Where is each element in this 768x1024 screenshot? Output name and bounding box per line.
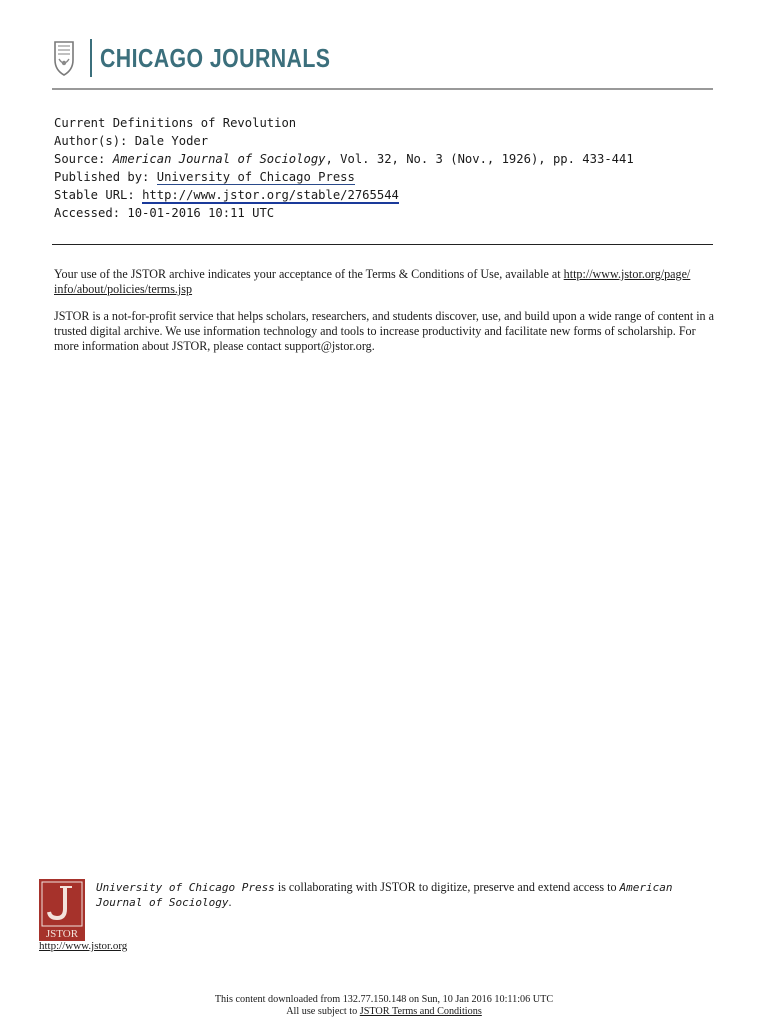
logo-divider — [90, 39, 92, 77]
source-journal: American Journal of Sociology — [112, 152, 326, 166]
author-name: Dale Yoder — [134, 134, 209, 148]
collab-end: . — [228, 895, 232, 909]
download-line2 — [0, 1006, 768, 1018]
logo-text: CHICAGO JOURNALS — [100, 42, 331, 73]
author-line — [54, 132, 634, 150]
publisher-link[interactable]: University of Chicago Press — [156, 170, 355, 184]
jstor-terms-link[interactable]: JSTOR Terms and Conditions — [359, 1006, 482, 1017]
about-jstor-paragraph: JSTOR is a not-for-profit service that helps scholars, researchers, and students discover, use, and build upon a wide range of content in a trusted digital archive. We use information technology and tools to increase productivity and facilitate new forms of scholarship. For more information about JSTOR, please contact support@jstor.org. — [54, 309, 714, 353]
stable-url-line — [54, 186, 634, 204]
download-line1: This content downloaded from 132.77.150.148 on Sun, 10 Jan 2016 10:11:06 UTC — [214, 994, 554, 1005]
source-label: Source: — [54, 152, 113, 166]
terms-text: Your use of the JSTOR archive indicates your acceptance of the Terms & Conditions of Use, available at — [54, 267, 564, 281]
jstor-logo-icon[interactable] — [39, 879, 85, 941]
jstor-url-link[interactable]: http://www.jstor.org — [39, 940, 128, 952]
section-rule — [52, 244, 713, 245]
article-title: Current Definitions of Revolution — [54, 116, 297, 130]
collab-middle: is collaborating with JSTOR to digitize, preserve and extend access to — [274, 880, 620, 894]
header-rule — [52, 88, 713, 90]
download-line2-prefix: All use subject to — [286, 1006, 360, 1017]
jstor-logo-text: JSTOR — [45, 928, 79, 940]
accessed-line: Accessed: 10-01-2016 10:11 UTC — [54, 206, 275, 220]
download-notice — [0, 994, 768, 1018]
stable-url-link[interactable]: http://www.jstor.org/stable/2765544 — [142, 188, 399, 202]
collab-publisher: University of Chicago Press — [96, 881, 275, 894]
author-label: Author(s): — [54, 134, 135, 148]
terms-paragraph — [54, 267, 718, 297]
source-details: , Vol. 32, No. 3 (Nov., 1926), pp. 433-441 — [325, 152, 634, 166]
collaboration-statement — [96, 880, 706, 910]
citation-block — [54, 114, 634, 222]
publisher-label: Published by: — [54, 170, 157, 184]
collab-journal: American Journal of Sociology — [96, 881, 673, 909]
jstor-url — [39, 940, 127, 952]
terms-link-part1[interactable]: http://www.jstor.org/page/ — [563, 267, 691, 281]
stable-url-label: Stable URL: — [54, 188, 143, 202]
publisher-line — [54, 168, 634, 186]
chicago-journals-logo — [52, 38, 381, 78]
university-shield-icon — [52, 39, 76, 77]
source-line — [54, 150, 634, 168]
terms-link-part2[interactable]: info/about/policies/terms.jsp — [54, 282, 193, 296]
